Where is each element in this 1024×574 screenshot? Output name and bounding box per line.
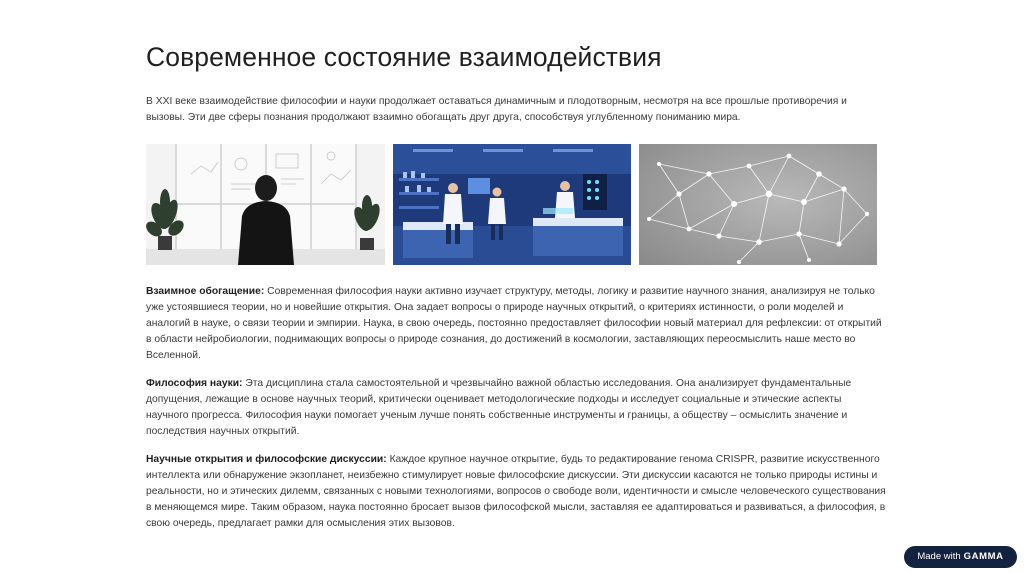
office-person-window-illustration	[146, 144, 385, 265]
paragraph-heading: Взаимное обогащение:	[146, 286, 265, 297]
paragraph-heading: Научные открытия и философские дискуссии:	[146, 454, 387, 465]
laboratory-scientists-illustration	[393, 144, 631, 265]
paragraph-text: Каждое крупное научное открытие, будь то редактирование генома CRISPR, развитие искусственного интеллекта или обнаружение экзопланет, неизбежно стимулирует новые философские дискуссии. Эти дискуссии касаются не только природы истины и реальности, но и этических дилемм, связанных с новыми технологиями, вопросов о свободе воли, идентичности и смысле человеческого существования в меняющемся мире. Таким образом, наука постоянно бросает вызов философской мысли, заставляя ее адаптироваться и развиваться, а философия, в свою очередь, предлагает рамки для осмысления этих вызовов.	[146, 454, 886, 529]
paragraph-philosophy-of-science	[146, 376, 886, 440]
paragraph-discoveries-discussions	[146, 452, 886, 532]
paragraph-heading: Философия науки:	[146, 378, 243, 389]
made-with-gamma-badge[interactable]	[904, 546, 1017, 568]
network-nodes-illustration	[639, 144, 877, 265]
intro-paragraph: В XXI веке взаимодействие философии и науки продолжает оставаться динамичным и плодотворным, несмотря на все прошлые противоречия и вызовы. Эти две сферы познания продолжают взаимно обогащать друг друга, способствуя углубленному пониманию мира.	[146, 96, 847, 123]
paragraph-text: Современная философия науки активно изучает структуру, методы, логику и развитие научного знания, анализируя не только уже устоявшиеся теории, но и новейшие открытия. Она задает вопросы о природе научных открытий, о критериях истинности, о роли моделей и аналогий в науке, о связи теории и эмпирии. Наука, в свою очередь, постоянно предоставляет философии новый материал для рефлексии: от открытий в области нейробиологии, поднимающих вопросы о природе сознания, до достижений в космологии, заставляющих переосмыслить наше место во Вселенной.	[146, 286, 882, 361]
image-row	[146, 144, 877, 265]
paragraph-text: Эта дисциплина стала самостоятельной и чрезвычайно важной областью исследования. Она анализирует фундаментальные допущения, лежащие в основе научных теорий, критически оценивает методологические подходы и исследует социальные и этические аспекты научного прогресса. Философия науки помогает ученым лучше понять собственные инструменты и границы, а обществу – осмыслить значение и последствия научных открытий.	[146, 378, 852, 437]
paragraph-mutual-enrichment	[146, 284, 886, 364]
badge-prefix: Made with	[917, 551, 961, 562]
page-title: Современное состояние взаимодействия	[146, 42, 662, 72]
gamma-logo: GAMMA	[963, 551, 1004, 562]
